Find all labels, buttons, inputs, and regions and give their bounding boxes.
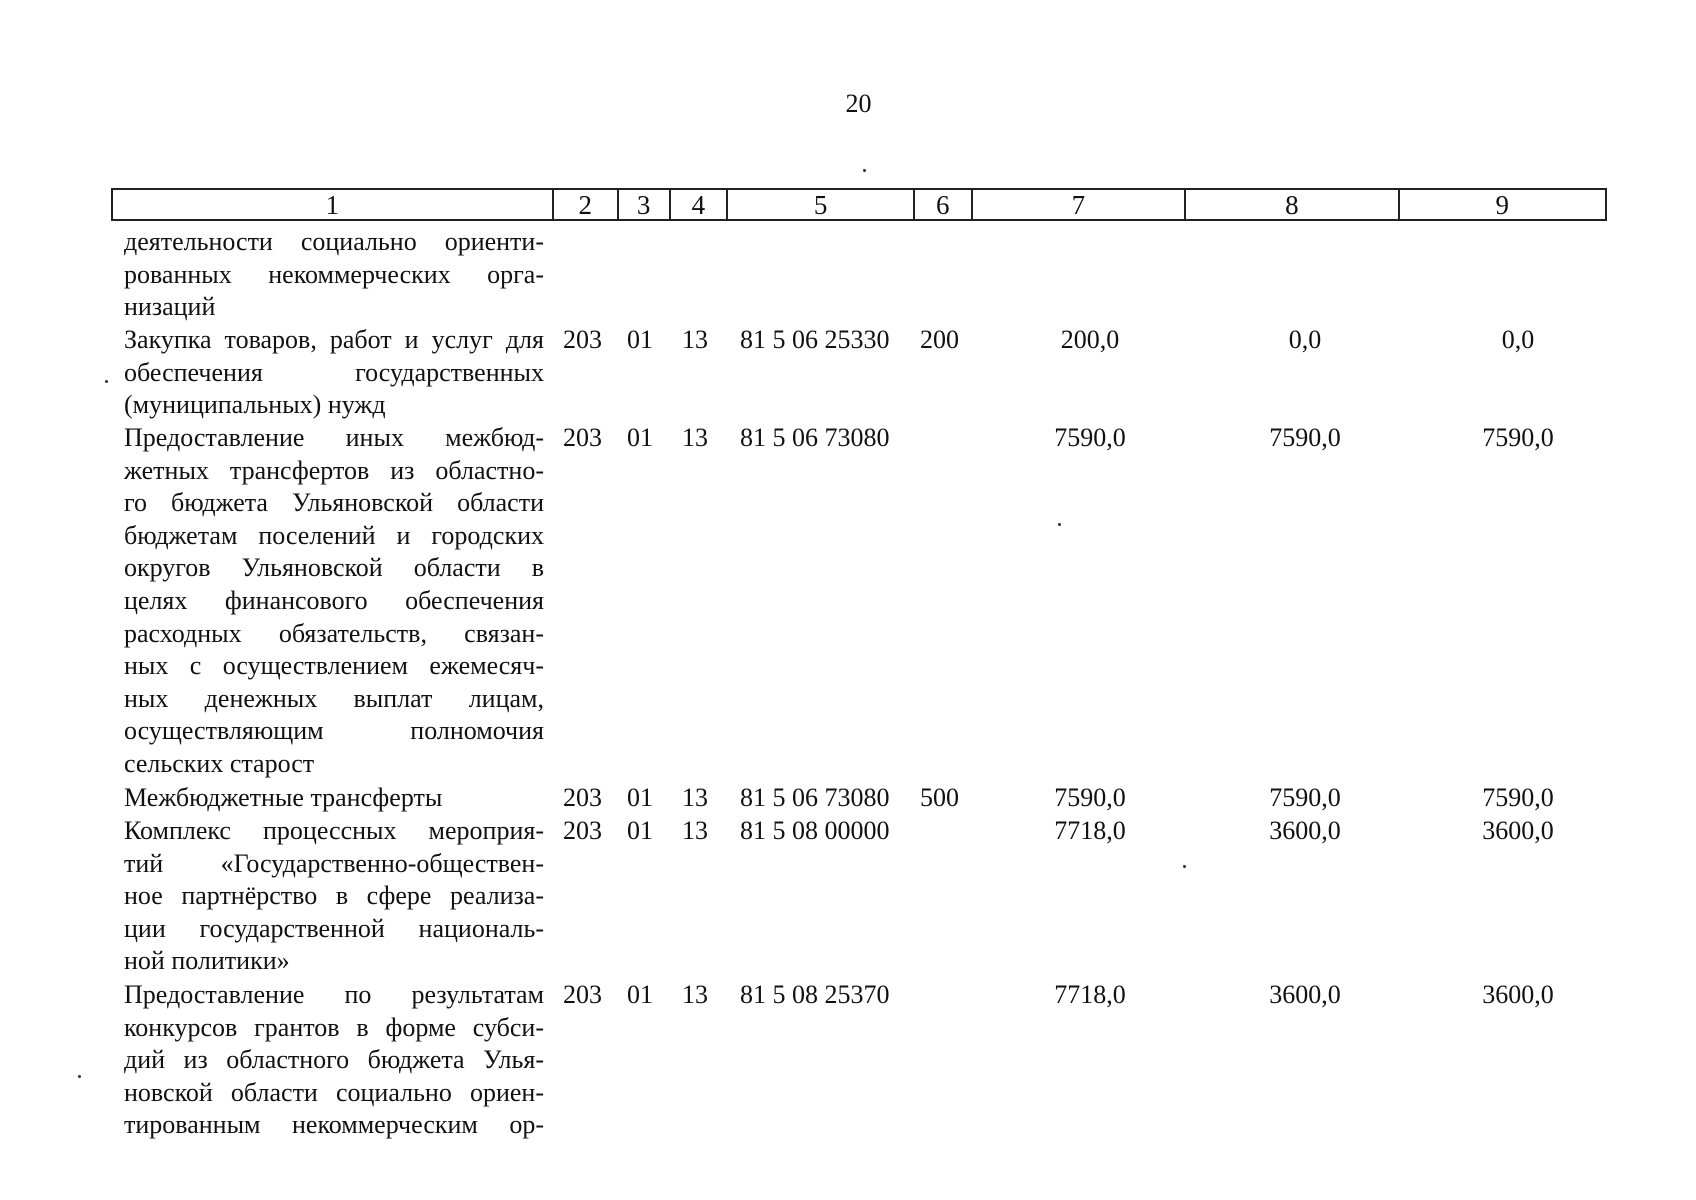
header-col-9: 9 xyxy=(1495,190,1509,220)
header-col-2: 2 xyxy=(554,190,619,219)
cell-col-2: 203 xyxy=(563,325,602,354)
cell-col-5: 81 5 08 25370 xyxy=(740,980,890,1009)
cell-col-4: 13 xyxy=(682,423,708,452)
cell-col-5: 81 5 06 25330 xyxy=(740,325,890,354)
cell-col-9: 0,0 xyxy=(1501,325,1535,354)
row-description xyxy=(124,782,544,815)
description-line: ной политики» xyxy=(124,946,290,976)
description-line: тированным некоммерческим ор- xyxy=(124,1110,544,1140)
row-description xyxy=(124,422,544,781)
header-col-7: 7 xyxy=(973,190,1186,219)
cell-col-2: 203 xyxy=(563,783,602,812)
description-line: деятельности социально ориенти- xyxy=(124,227,544,256)
description-line: Закупка товаров, работ и услуг для xyxy=(124,325,544,354)
description-line: бюджетам поселений и городских xyxy=(124,520,544,550)
description-line: Межбюджетные трансферты xyxy=(124,783,443,812)
description-line: Предоставление по результатам xyxy=(124,980,544,1009)
description-line: новской области социально ориен- xyxy=(124,1077,544,1107)
cell-col-6: 200 xyxy=(920,325,959,354)
description-line: округов Ульяновской области в xyxy=(124,553,544,583)
cell-col-9: 7590,0 xyxy=(1482,783,1554,812)
row-description xyxy=(124,226,544,324)
table-header xyxy=(111,188,1607,221)
cell-col-7: 7590,0 xyxy=(1054,423,1126,452)
cell-col-3: 01 xyxy=(627,325,653,354)
description-line: Комплекс процессных мероприя- xyxy=(124,816,544,845)
description-line: (муниципальных) нужд xyxy=(124,390,386,420)
scan-speck xyxy=(78,1075,81,1078)
header-col-4: 4 xyxy=(671,190,729,219)
description-line: расходных обязательств, связан- xyxy=(124,618,544,648)
cell-col-4: 13 xyxy=(682,325,708,354)
cell-col-5: 81 5 06 73080 xyxy=(740,783,890,812)
cell-col-8: 0,0 xyxy=(1288,325,1322,354)
cell-col-8: 3600,0 xyxy=(1269,980,1341,1009)
cell-col-8: 7590,0 xyxy=(1269,423,1341,452)
cell-col-4: 13 xyxy=(682,980,708,1009)
scan-speck xyxy=(863,169,866,172)
cell-col-3: 01 xyxy=(627,980,653,1009)
description-line: целях финансового обеспечения xyxy=(124,585,544,615)
description-line: го бюджета Ульяновской области xyxy=(124,488,544,518)
scan-speck xyxy=(1058,523,1061,526)
description-line: конкурсов грантов в форме субси- xyxy=(124,1012,544,1042)
cell-col-7: 200,0 xyxy=(1060,325,1120,354)
header-col-3: 3 xyxy=(619,190,671,219)
scan-speck xyxy=(105,380,108,383)
cell-col-2: 203 xyxy=(563,980,602,1009)
description-line: тий «Государственно-обществен- xyxy=(124,848,544,878)
scan-speck xyxy=(1183,865,1186,868)
cell-col-3: 01 xyxy=(627,816,653,845)
row-description xyxy=(124,979,544,1142)
cell-col-4: 13 xyxy=(682,816,708,845)
description-line: Предоставление иных межбюд- xyxy=(124,423,544,452)
page-number: 20 xyxy=(845,89,872,118)
cell-col-5: 81 5 08 00000 xyxy=(740,816,890,845)
header-col-5: 5 xyxy=(728,190,915,219)
description-line: обеспечения государственных xyxy=(124,357,544,387)
description-line: сельских старост xyxy=(124,748,315,778)
row-description xyxy=(124,815,544,978)
description-line: ное партнёрство в сфере реализа- xyxy=(124,881,544,911)
description-line: осуществляющим полномочия xyxy=(124,716,544,746)
cell-col-7: 7718,0 xyxy=(1054,980,1126,1009)
description-line: ных денежных выплат лицам, xyxy=(124,683,544,713)
cell-col-9: 3600,0 xyxy=(1482,980,1554,1009)
description-line: рованных некоммерческих орга- xyxy=(124,259,544,289)
cell-col-2: 203 xyxy=(563,816,602,845)
cell-col-2: 203 xyxy=(563,423,602,452)
cell-col-9: 3600,0 xyxy=(1482,816,1554,845)
description-line: дий из областного бюджета Улья- xyxy=(124,1045,544,1075)
cell-col-8: 3600,0 xyxy=(1269,816,1341,845)
description-line: жетных трансфертов из областно- xyxy=(124,455,544,485)
header-col-6: 6 xyxy=(915,190,973,219)
row-description xyxy=(124,324,544,422)
header-col-1: 1 xyxy=(113,190,554,219)
cell-col-7: 7590,0 xyxy=(1054,783,1126,812)
cell-col-7: 7718,0 xyxy=(1054,816,1126,845)
description-line: низаций xyxy=(124,292,216,322)
cell-col-4: 13 xyxy=(682,783,708,812)
cell-col-3: 01 xyxy=(627,783,653,812)
cell-col-9: 7590,0 xyxy=(1482,423,1554,452)
cell-col-5: 81 5 06 73080 xyxy=(740,423,890,452)
cell-col-3: 01 xyxy=(627,423,653,452)
description-line: ных с осуществлением ежемесяч- xyxy=(124,651,544,681)
cell-col-6: 500 xyxy=(920,783,959,812)
header-col-8: 8 xyxy=(1186,190,1399,219)
cell-col-8: 7590,0 xyxy=(1269,783,1341,812)
description-line: ции государственной националь- xyxy=(124,913,544,943)
